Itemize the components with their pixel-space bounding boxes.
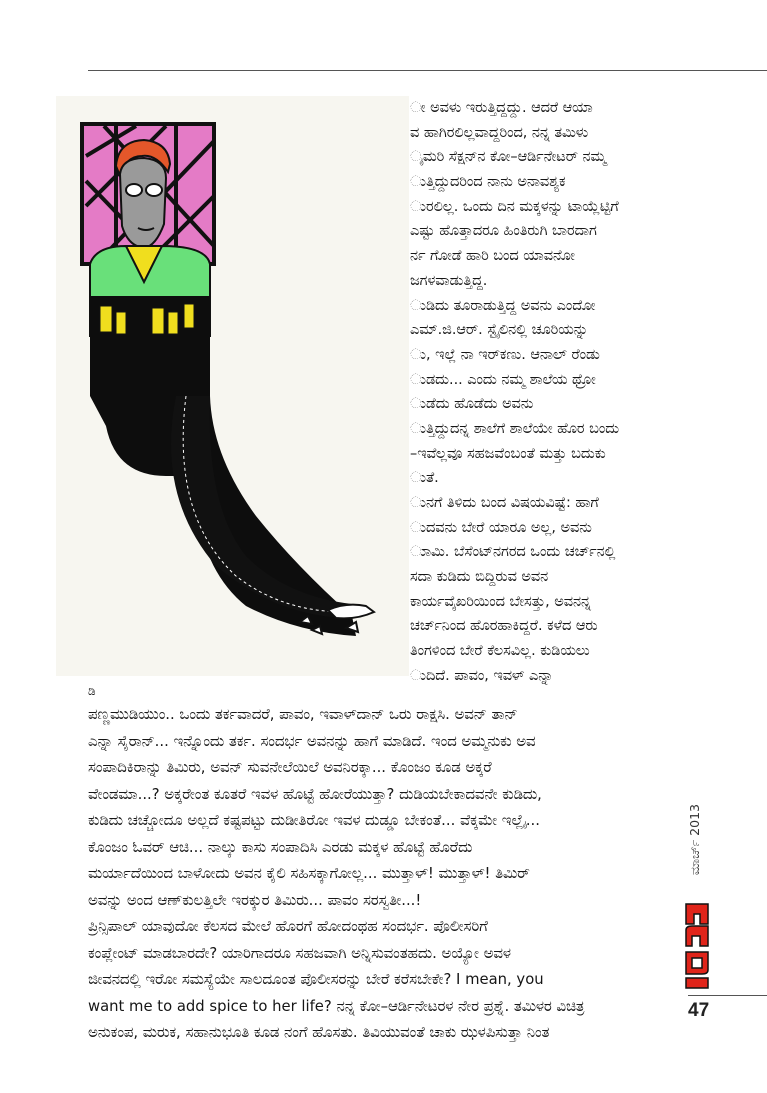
article-line: ಸಂಪಾದಿಕಿರಾನ್ನು ತಿಮಿರು, ಅವನ್ ಸುವನೇಲೆಯಿಲೆ ಅವನಿರಕ್ಕಾ... ಕೊಂಜಂ ಕೂಡ ಅಕ್ಕರೆ bbox=[88, 759, 492, 776]
article-line: ೖಮರಿ ಸೆಕ್ಷನ್‌ನ ಕೋ–ಆರ್ಡಿನೇಟರ್ ನಮ್ಮ bbox=[410, 149, 607, 166]
article-line: ುಡದು... ಎಂದು ನಮ್ಮ ಶಾಲೆಯ ಥ್ರೋ bbox=[410, 371, 596, 388]
article-line: ುನಗೆ ತಿಳಿದು ಬಂದ ವಿಷಯವಿಷ್ಟೆ: ಹಾಗೆ bbox=[410, 495, 599, 511]
article-line: ವೇಂಡಮಾ...? ಅಕ್ಕರೇಂತ ಕೂತರೆ ಇವಳ ಹೊಟ್ಟೆ ಹೋರೆಯುತ್ತಾ? ದುಡಿಯಬೇಕಾದವನೇ ಕುಡಿದು, bbox=[88, 785, 542, 803]
article-line: ಡಿ bbox=[88, 684, 96, 698]
article-line: ಮರ್ಯಾದೆಯಿಂದ ಬಾಳೋದು ಅವನ ಕೈಲಿ ಸಹಿಸಕ್ಕಾಗೋಲ್ಲ... ಮುತ್ತಾಳ್! ಮುತ್ತಾಳ್! ತಿಮಿರ್ bbox=[88, 865, 530, 882]
footer-rule bbox=[688, 995, 767, 996]
article-line: ಸದಾ ಕುಡಿದು ಬಿದ್ದಿರುವ ಅವನ bbox=[410, 569, 549, 586]
article-line: ಕಾರ್ಯವೈಖರಿಯಿಂದ ಬೇಸತ್ತು, ಅವನನ್ನ bbox=[410, 593, 591, 610]
article-full-width bbox=[88, 680, 676, 1047]
article-line: ಕೊಂಜಂ ಓವರ್ ಆಚಿ... ನಾಲ್ಕು ಕಾಸು ಸಂಪಾದಿಸಿ ಎರಡು ಮಕ್ಕಳ ಹೊಟ್ಟೆ ಹೊರೆದು bbox=[88, 838, 473, 856]
article-line: ಪಣ್ಣಮುಡಿಯುಂ.. ಒಂದು ತರ್ಕವಾದರೆ, ಪಾವಂ, ಇವಾಳ್‌ದಾನ್ ಒರು ರಾಕ್ಷಸಿ. ಅವನ್ ತಾನ್ bbox=[88, 706, 518, 723]
illustration-tail bbox=[171, 396, 352, 618]
article-line: ುಾಮಿ. ಬೆಸೆಂಟ್‌ನಗರದ ಒಂದು ಚರ್ಚ್‌ನಲ್ಲಿ bbox=[410, 544, 616, 561]
article-line: ರ್ನ ಗೋಡೆ ಹಾರಿ ಬಂದ ಯಾವನೋ bbox=[410, 248, 575, 265]
article-line: ಕಂಪ್ಲೇಂಟ್ ಮಾಡಬಾರದೇ? ಯಾರಿಗಾದರೂ ಸಹಜವಾಗಿ ಅನ್ನಿಸುವಂತಹದು. ಅಯ್ಯೋ ಅವಳ bbox=[88, 944, 511, 962]
article-line: ುಡೆದು ಹೊಡೆದು ಅವನು bbox=[410, 396, 534, 413]
article-line: ುತೆ. bbox=[410, 470, 439, 487]
article-line: ಚರ್ಚ್‌ನಿಂದ ಹೊರಹಾಕಿದ್ದರೆ. ಕಳೆದ ಆರು bbox=[410, 618, 598, 635]
article-line: –ಇವೆಲ್ಲವೂ ಸಹಜವೆಂಬಂತೆ ಮತ್ತು ಬದುಕು bbox=[410, 445, 606, 462]
article-right-column bbox=[410, 96, 672, 689]
article-line: ಜಗಳವಾಡುತ್ತಿದ್ದ. bbox=[410, 272, 488, 289]
issue-date: ಮಾರ್ಚ್ 2013 bbox=[687, 804, 702, 876]
illustration-face bbox=[120, 158, 166, 248]
article-line: ಎಮ್.ಜಿ.ಆರ್. ಸ್ಟೈಲಿನಲ್ಲಿ ಚೂರಿಯನ್ನು bbox=[410, 322, 589, 339]
article-line: ಪ್ರಿನ್ಸಿಪಾಲ್ ಯಾವುದೋ ಕೆಲಸದ ಮೇಲೆ ಹೊರಗೆ ಹೋದಂಥಹ ಸಂದರ್ಭ. ಪೊಲೀಸರಿಗೆ bbox=[88, 918, 488, 935]
article-line: ಎಷ್ಟು ಹೊತ್ತಾದರೂ ಹಿಂತಿರುಗಿ ಬಾರದಾಗ bbox=[410, 223, 597, 240]
article-line: ಎನ್ನಾ ಸೈರಾನ್... ಇನ್ನೊಂದು ತರ್ಕ. ಸಂದರ್ಭ ಅವನನ್ನು ಹಾಗೆ ಮಾಡಿದೆ. ಇಂದ ಅಮ್ಮನುಕು ಅವ bbox=[88, 732, 536, 750]
article-line: ುತ್ತಿದ್ದುದನ್ನ ಶಾಲೆಗೆ ಶಾಲೆಯೇ ಹೊರ ಬಂದು bbox=[410, 420, 620, 437]
article-line: ಅನುಕಂಪ, ಮರುಕ, ಸಹಾನುಭೂತಿ ಕೂಡ ನಂಗೆ ಹೊಸತು. ತಿವಿಯುವಂತೆ ಚಾಕು ಝಳಪಿಸುತ್ತಾ ನಿಂತ bbox=[88, 1024, 550, 1041]
article-line: ು, ಇಲ್ಲೆ ನಾ ಇರ್‌ಕಣು. ಆನಾಲ್ ರೆಂಡು bbox=[410, 346, 600, 363]
magazine-logo bbox=[682, 900, 712, 990]
article-line: ುಡಿದು ತೂರಾಡುತ್ತಿದ್ದ ಅವನು ಎಂದೋ bbox=[410, 297, 596, 314]
article-line: ುದಿದೆ. ಪಾವಂ, ಇವಳ್ ಎನ್ನಾ bbox=[410, 667, 554, 684]
article-line: ುದವನು ಬೇರೆ ಯಾರೂ ಅಲ್ಲ, ಅವನು bbox=[410, 519, 592, 536]
article-line: want me to add spice to her life? ನನ್ನ ಕೋ–ಆರ್ಡಿನೇಟರಳ ನೇರ ಪ್ರಶ್ನೆ. ತಮಿಳರ ವಿಚಿತ್ರ bbox=[88, 997, 585, 1015]
article-line: ವ ಹಾಗಿರಲಿಲ್ಲವಾದ್ದರಿಂದ, ನನ್ನ ತಮಿಳು bbox=[410, 124, 589, 141]
article-line: ತಿಂಗಳಿಂದ ಬೇರೆ ಕೆಲಸವಿಲ್ಲ. ಕುಡಿಯಲು bbox=[410, 643, 590, 660]
article-line: ೕ ಅವಳು ಇರುತ್ತಿದ್ದದ್ದು. ಆದರೆ ಆಯಾ bbox=[410, 100, 593, 116]
article-line: ಕುಡಿದು ಚಚ್ಚೋದೂ ಅಲ್ಲದೆ ಕಷ್ಟಪಟ್ಟು ದುಡೀತಿರೋ ಇವಳ ದುಡ್ಡೂ ಬೇಕಂತೆ... ವೆಕ್ಕಮೇ ಇಲ್ಲೈ... bbox=[88, 812, 540, 829]
article-line: ಅವನ್ನು ಅಂದ ಆಣ್‌ಕುಲತ್ತಿಲೇ ಇರಕ್ಕುರ ತಿಮಿರು... ಪಾವಂ ಸರಸ್ವತೀ...! bbox=[88, 891, 422, 909]
story-illustration bbox=[56, 96, 409, 676]
article-line: ಜೀವನದಲ್ಲಿ ಇರೋ ಸಮಸ್ಯೆಯೇ ಸಾಲದೂಂತ ಪೊಲೀಸರನ್ನು ಬೇರೆ ಕರೆಸಬೇಕೇ? I mean, you bbox=[88, 971, 544, 988]
page-number: 47 bbox=[688, 1000, 710, 1021]
article-line: ುತ್ತಿದ್ದುದರಿಂದ ನಾನು ಅನಾವಶ್ಯಕ bbox=[410, 174, 566, 191]
header-rule bbox=[88, 70, 767, 71]
illustration-hand bbox=[328, 605, 374, 619]
illustration-building bbox=[90, 296, 356, 636]
article-line: ುರಲಿಲ್ಲ. ಒಂದು ದಿನ ಮಕ್ಕಳನ್ನು ಟಾಯ್ಲೆಟ್ಟಿಗೆ bbox=[410, 198, 619, 215]
side-branding bbox=[682, 790, 722, 990]
